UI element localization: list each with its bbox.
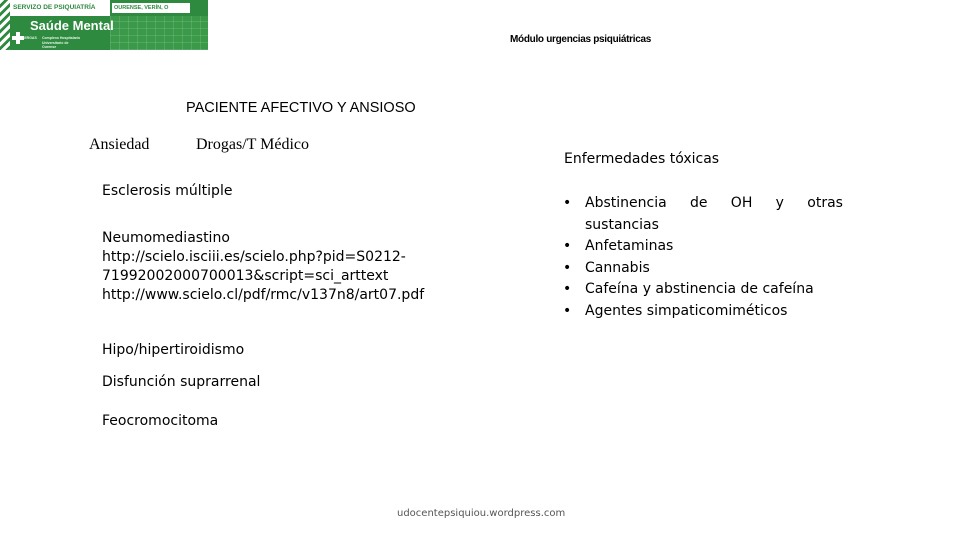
- list-item-line: [585, 193, 843, 215]
- reference-link-scielo-es-line2[interactable]: 71992002000700013&script=sci_arttext: [102, 268, 389, 284]
- list-item-word: de: [689, 195, 708, 211]
- list-item: • Cafeína y abstinencia de cafeína: [563, 279, 843, 301]
- logo-title: Saúde Mental: [30, 18, 114, 33]
- list-item: • Agentes simpaticomiméticos: [563, 301, 843, 323]
- logo-stripes: [0, 0, 10, 50]
- condition-adrenal: Disfunción suprarrenal: [102, 374, 261, 390]
- condition-pneumomediastinum: Neumomediastino: [102, 230, 230, 246]
- reference-link-scielo-cl[interactable]: http://www.scielo.cl/pdf/rmc/v137n8/art07.pdf: [102, 287, 425, 303]
- label-drugs: Drogas/T Médico: [196, 136, 310, 153]
- section-title: PACIENTE AFECTIVO Y ANSIOSO: [186, 100, 416, 116]
- logo-circuit-pattern: [110, 16, 208, 50]
- list-item-line: sustancias: [585, 216, 659, 233]
- reference-link-scielo-es-line1[interactable]: http://scielo.isciii.es/scielo.php?pid=S0212-: [102, 249, 406, 265]
- logo-sub-left: SERGAS: [22, 36, 37, 40]
- module-title: Módulo urgencias psiquiátricas: [510, 34, 652, 45]
- logo-area-label: OURENSE, VERÍN, O: [112, 3, 190, 13]
- list-item: • Anfetaminas: [563, 236, 843, 258]
- list-item: [563, 193, 843, 236]
- list-item-word: otras: [807, 195, 843, 211]
- list-item: • Cannabis: [563, 258, 843, 280]
- footer-website-link[interactable]: udocentepsiquiou.wordpress.com: [397, 508, 566, 519]
- list-item-word: OH: [730, 195, 753, 211]
- list-item-word: y: [775, 195, 784, 211]
- list-item-word: • Abstinencia: [585, 195, 667, 211]
- logo-service-label: SERVIZO DE PSIQUIATRÍA: [10, 0, 110, 16]
- logo-sub-right: Complexo Hospitalario Universitario de Ourense: [42, 36, 81, 49]
- saude-mental-logo: [0, 0, 208, 50]
- label-anxiety: Ansiedad: [89, 136, 150, 153]
- toxic-diseases-title: Enfermedades tóxicas: [564, 151, 720, 167]
- condition-thyroid: Hipo/hipertiroidismo: [102, 342, 245, 358]
- condition-pheochromocytoma: Feocromocitoma: [102, 413, 219, 429]
- condition-multiple-sclerosis: Esclerosis múltiple: [102, 183, 233, 199]
- toxic-diseases-list: [563, 193, 843, 322]
- pneumomediastinum-block: [102, 229, 424, 305]
